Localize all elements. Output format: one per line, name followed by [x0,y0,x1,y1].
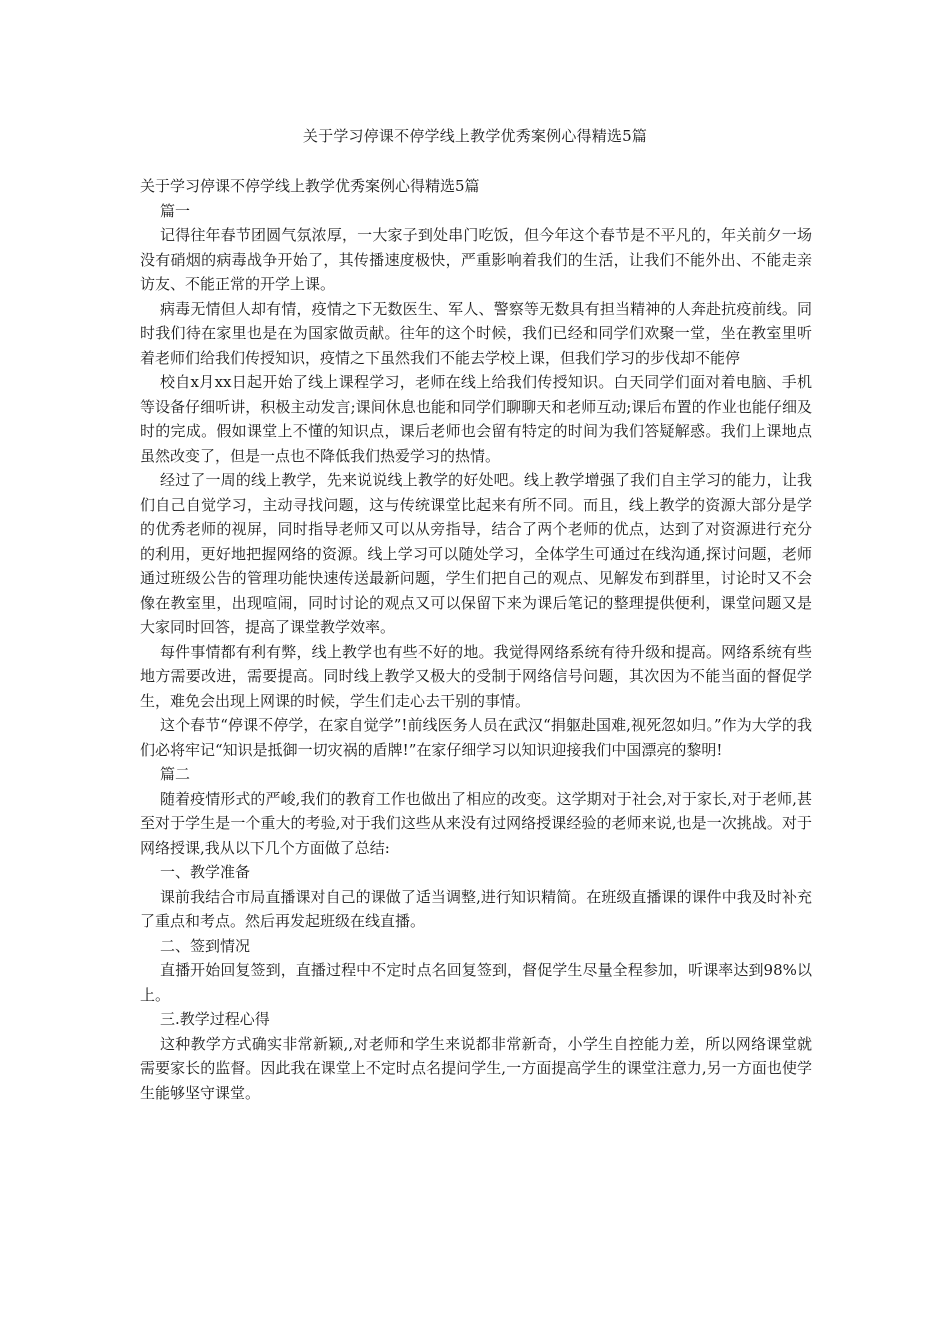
paragraph: 这个春节“停课不停学，在家自觉学”!前线医务人员在武汉“捐躯赴国难,视死忽如归。”作为大学的我们必将牢记“知识是抵御一切灾祸的盾牌!”在家仔细学习以知识迎接我们中国漂亮的黎明! [140,716,812,759]
subheading: 三.教学过程心得 [160,1010,270,1028]
document-body [140,174,812,1105]
paragraph: 随着疫情形式的严峻,我们的教育工作也做出了相应的改变。这学期对于社会,对于家长,对于老师,甚至对于学生是一个重大的考验,对于我们这些从来没有过网络授课经验的老师来说,也是一次挑战。对于网络授课,我从以下几个方面做了总结: [140,789,812,857]
paragraph: 直播开始回复签到，直播过程中不定时点名回复签到，督促学生尽量全程参加，听课率达到98%以上。 [140,961,812,1004]
section-heading-2: 篇二 [160,765,191,783]
paragraph: 这种教学方式确实非常新颖,,对老师和学生来说都非常新奇，小学生自控能力差，所以网络课堂就需要家长的监督。因此我在课堂上不定时点名提问学生,一方面提高学生的课堂注意力,另一方面也使学生能够坚守课堂。 [140,1034,812,1102]
section-heading-1: 篇一 [160,201,191,220]
subheading: 一、教学准备 [160,863,251,881]
paragraph: 每件事情都有利有弊，线上教学也有些不好的地。我觉得网络系统有待升级和提高。网络系统有些地方需要改进，需要提高。同时线上教学又极大的受制于网络信号问题，其次因为不能当面的督促学生，难免会出现上网课的时候，学生们走心去干别的事情。 [140,642,812,710]
document-subtitle: 关于学习停课不停学线上教学优秀案例心得精选5篇 [140,177,480,195]
paragraph: 病毒无情但人却有情，疫情之下无数医生、军人、警察等无数具有担当精神的人奔赴抗疫前线。同时我们待在家里也是在为国家做贡献。往年的这个时候，我们已经和同学们欢聚一堂，坐在教室里听着老师们给我们传授知识，疫情之下虽然我们不能去学校上课，但我们学习的步伐却不能停 [140,299,812,367]
paragraph: 记得往年春节团圆气氛浓厚，一大家子到处串门吃饭，但今年这个春节是不平凡的，年关前夕一场没有硝烟的病毒战争开始了，其传播速度极快，严重影响着我们的生活，让我们不能外出、不能走亲访友、不能正常的开学上课。 [140,226,812,293]
paragraph: 校自x月xx日起开始了线上课程学习，老师在线上给我们传授知识。白天同学们面对着电脑、手机等设备仔细听讲，积极主动发言;课间休息也能和同学们聊聊天和老师互动;课后布置的作业也能仔细及时的完成。假如课堂上不懂的知识点，课后老师也会留有特定的时间为我们答疑解惑。我们上课地点虽然改变了，但是一点也不降低我们热爱学习的热情。 [140,373,812,465]
document-title: 关于学习停课不停学线上教学优秀案例心得精选5篇 [302,127,648,145]
paragraph: 经过了一周的线上教学，先来说说线上教学的好处吧。线上教学增强了我们自主学习的能力，让我们自己自觉学习，主动寻找问题，这与传统课堂比起来有所不同。而且，线上教学的资源大部分是学的优秀老师的视屏，同时指导老师又可以从旁指导，结合了两个老师的优点，达到了对资源进行充分的利用，更好地把握网络的资源。线上学习可以随处学习，全体学生可通过在线沟通,探讨问题，老师通过班级公告的管理功能快速传送最新问题，学生们把自己的观点、见解发布到群里，讨论时又不会像在教室里，出现喧闹，同时讨论的观点又可以保留下来为课后笔记的整理提供便利，课堂问题又是大家同时回答，提高了课堂教学效率。 [140,471,812,636]
paragraph: 课前我结合市局直播课对自己的课做了适当调整,进行知识精简。在班级直播课的课件中我及时补充了重点和考点。然后再发起班级在线直播。 [140,887,812,930]
subheading: 二、签到情况 [160,936,251,955]
